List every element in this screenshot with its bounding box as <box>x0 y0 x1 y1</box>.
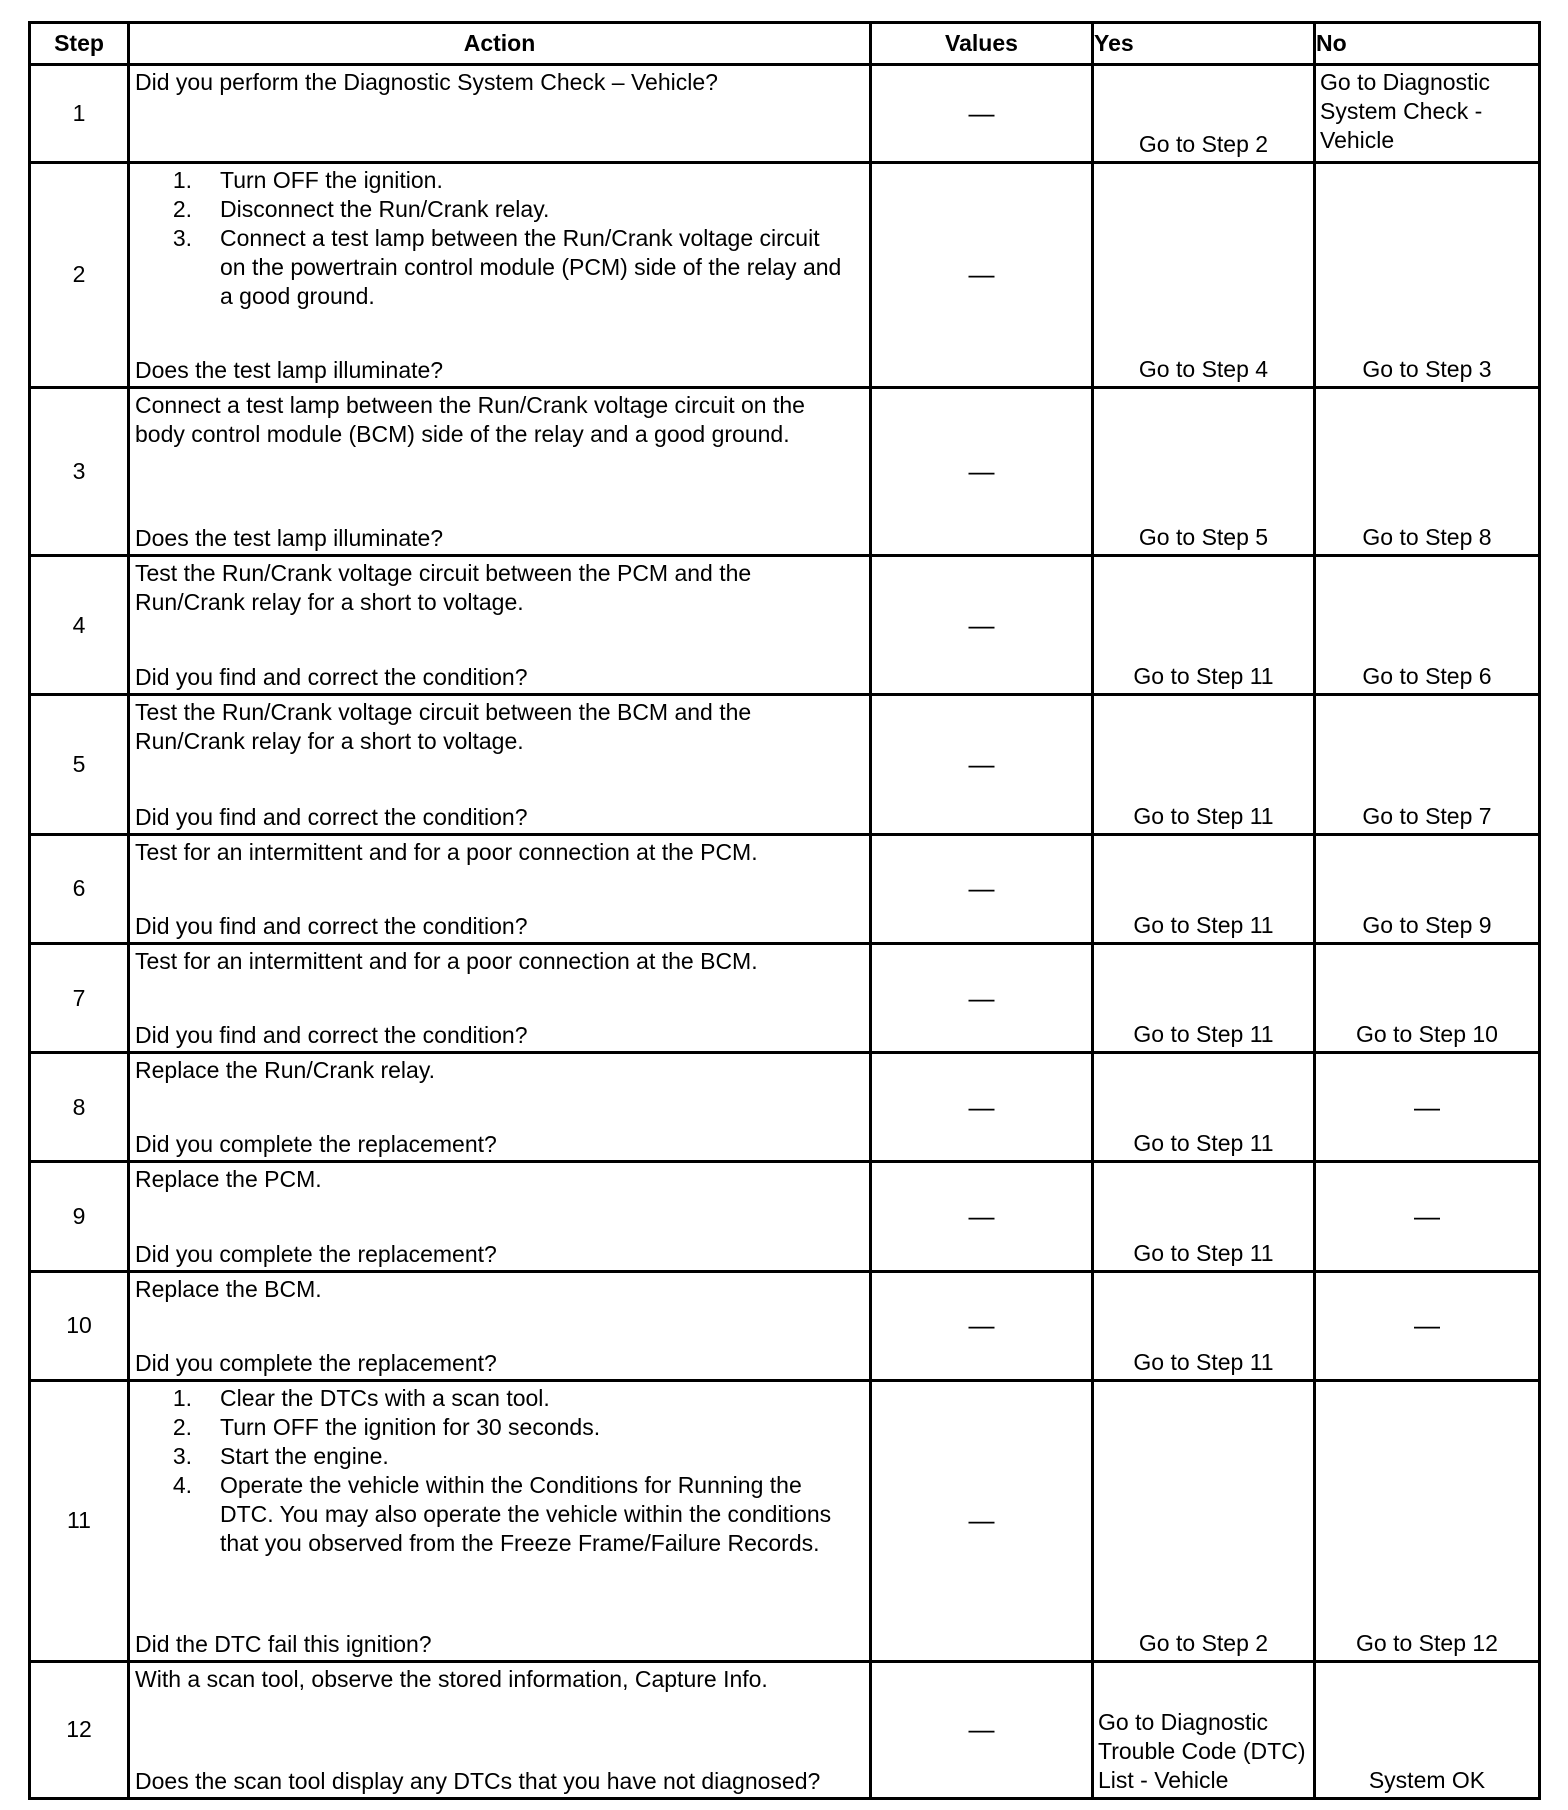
action-question: Did you find and correct the condition? <box>135 803 528 830</box>
header-step: Step <box>30 23 129 65</box>
action-question: Did you find and correct the condition? <box>135 912 528 939</box>
action-question: Does the test lamp illuminate? <box>135 356 444 383</box>
step-number: 8 <box>30 1053 129 1162</box>
step-number: 4 <box>30 556 129 695</box>
values-dash: — <box>871 1661 1093 1798</box>
yes-result: Go to Step 2 <box>1138 1629 1269 1656</box>
table-row <box>30 834 1540 943</box>
no-result: Go to Step 7 <box>1362 802 1492 829</box>
action-question: Did you complete the replacement? <box>135 1131 497 1158</box>
values-dash: — <box>871 387 1093 555</box>
step-number: 2 <box>30 163 129 388</box>
header-action: Action <box>129 23 871 65</box>
step-number: 12 <box>30 1661 129 1798</box>
no-result: Go to Step 10 <box>1356 1021 1498 1048</box>
action-text: Replace the Run/Crank relay. <box>135 1057 435 1084</box>
table-row <box>30 556 1540 695</box>
yes-result: Go to Step 11 <box>1133 802 1274 829</box>
action-question: Does the scan tool display any DTCs that you have not diagnosed? <box>135 1768 821 1794</box>
table-row <box>30 695 1540 834</box>
no-result: Go to Diagnostic System Check - Vehicle <box>1320 69 1491 153</box>
no-result: System OK <box>1368 1767 1486 1793</box>
action-list <box>135 1384 849 1558</box>
table-row <box>30 1271 1540 1380</box>
action-text: Did you perform the Diagnostic System Check – Vehicle? <box>135 69 718 95</box>
action-text: With a scan tool, observe the stored information, Capture Info. <box>135 1665 768 1692</box>
action-text: Replace the BCM. <box>135 1275 322 1302</box>
table-row <box>30 387 1540 555</box>
step-number: 1 <box>30 65 129 163</box>
step-number: 11 <box>30 1380 129 1661</box>
yes-result: Go to Step 11 <box>1133 911 1274 938</box>
table-row <box>30 1661 1540 1798</box>
action-question: Did you complete the replacement? <box>135 1240 497 1267</box>
list-item: 1. Clear the DTCs with a scan tool. <box>172 1384 550 1411</box>
action-list <box>135 166 849 311</box>
action-text: Connect a test lamp between the Run/Crank voltage circuit on the body control module (BCM) side of the relay and a good ground. <box>135 391 805 447</box>
table-row <box>30 943 1540 1052</box>
list-item: 2. Turn OFF the ignition for 30 seconds. <box>172 1413 601 1440</box>
no-result: Go to Step 6 <box>1362 663 1492 690</box>
action-question: Did you complete the replacement? <box>135 1349 497 1376</box>
list-item: 3. Start the engine. <box>172 1442 389 1469</box>
diagnostic-table <box>28 21 1541 1800</box>
step-number: 9 <box>30 1162 129 1271</box>
values-dash: — <box>871 1162 1093 1271</box>
values-dash: — <box>871 834 1093 943</box>
table-row <box>30 1162 1540 1271</box>
header-no: No <box>1315 23 1540 65</box>
table-row <box>30 65 1540 163</box>
values-dash: — <box>871 556 1093 695</box>
step-number: 7 <box>30 943 129 1052</box>
values-dash: — <box>871 1380 1093 1661</box>
no-result: — <box>1315 1271 1540 1380</box>
no-result: — <box>1315 1053 1540 1162</box>
values-dash: — <box>871 163 1093 388</box>
values-dash: — <box>871 943 1093 1052</box>
action-question: Did the DTC fail this ignition? <box>135 1630 432 1657</box>
action-text: Test the Run/Crank voltage circuit between the BCM and the Run/Crank relay for a short to voltage. <box>135 699 752 755</box>
action-text: Replace the PCM. <box>135 1166 322 1193</box>
no-result: Go to Step 3 <box>1362 355 1492 382</box>
yes-result: Go to Step 11 <box>1133 1348 1274 1375</box>
step-number: 10 <box>30 1271 129 1380</box>
action-question: Did you find and correct the condition? <box>135 1022 528 1049</box>
yes-result: Go to Step 5 <box>1138 524 1269 551</box>
no-result: Go to Step 8 <box>1362 524 1492 551</box>
action-text: Test the Run/Crank voltage circuit between the PCM and the Run/Crank relay for a short to voltage. <box>135 560 752 616</box>
yes-result: Go to Step 11 <box>1133 1130 1274 1157</box>
values-dash: — <box>871 65 1093 163</box>
header-yes: Yes <box>1093 23 1315 65</box>
list-item: 1. Turn OFF the ignition. <box>172 167 443 194</box>
values-dash: — <box>871 1053 1093 1162</box>
no-result: — <box>1315 1162 1540 1271</box>
list-item: 2. Disconnect the Run/Crank relay. <box>172 196 550 223</box>
step-number: 6 <box>30 834 129 943</box>
header-row <box>30 23 1540 65</box>
action-question: Does the test lamp illuminate? <box>135 525 444 552</box>
yes-result: Go to Diagnostic Trouble Code (DTC) List - Vehicle <box>1098 1709 1306 1793</box>
values-dash: — <box>871 1271 1093 1380</box>
list-item: 4. Operate the vehicle within the Conditions for Running the DTC. You may also operate the vehicle within the conditions that you observed from the Freeze Frame/Failure Records. <box>172 1471 832 1556</box>
yes-result: Go to Step 4 <box>1138 355 1269 382</box>
header-values: Values <box>871 23 1093 65</box>
action-question: Did you find and correct the condition? <box>135 664 528 691</box>
yes-result: Go to Step 11 <box>1133 1239 1274 1266</box>
table-row <box>30 163 1540 388</box>
no-result: Go to Step 9 <box>1362 911 1492 938</box>
step-number: 3 <box>30 387 129 555</box>
values-dash: — <box>871 695 1093 834</box>
action-text: Test for an intermittent and for a poor connection at the PCM. <box>135 838 758 865</box>
step-number: 5 <box>30 695 129 834</box>
yes-result: Go to Step 11 <box>1133 1021 1274 1048</box>
yes-result: Go to Step 2 <box>1138 131 1269 158</box>
action-text: Test for an intermittent and for a poor connection at the BCM. <box>135 947 758 974</box>
list-item: 3. Connect a test lamp between the Run/Crank voltage circuit on the powertrain control module (PCM) side of the relay and a good ground. <box>172 225 842 310</box>
table-row <box>30 1053 1540 1162</box>
yes-result: Go to Step 11 <box>1133 663 1274 690</box>
no-result: Go to Step 12 <box>1356 1629 1498 1656</box>
table-row <box>30 1380 1540 1661</box>
